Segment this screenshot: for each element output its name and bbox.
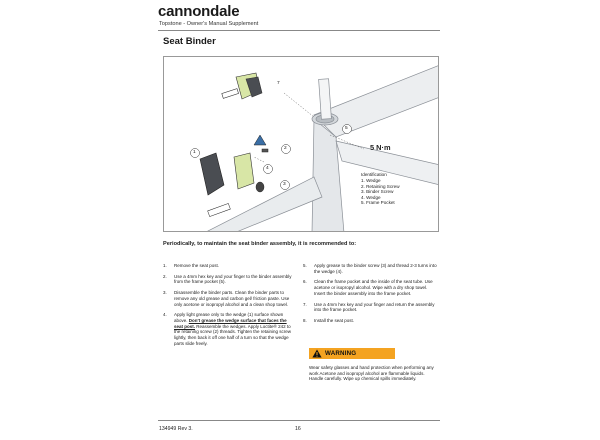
footer-divider <box>158 420 440 421</box>
step-item <box>303 279 439 296</box>
wedge-1-part <box>200 153 224 195</box>
retaining-screw <box>254 135 268 152</box>
intro-text: Periodically, to maintain the seat binder assembly, it is recommended to: <box>163 241 357 247</box>
warning-box <box>309 348 439 393</box>
step-text: Use a 4mm hex key and your finger and return the assembly into the frame pocket. <box>314 301 435 313</box>
step-number: 7. <box>303 301 307 307</box>
warning-header <box>309 348 395 359</box>
step-number: 4. <box>163 312 167 318</box>
page-number: 16 <box>295 426 301 432</box>
step-text: Apply grease to the binder screw (3) and thread 2-3 turns into the wedge (4). <box>314 263 437 274</box>
step-number: 1. <box>163 263 167 268</box>
step-number: 6. <box>303 279 307 285</box>
document-subtitle: Topstone - Owner's Manual Supplement <box>159 21 259 27</box>
legend-item: 5. Frame Pocket <box>361 200 395 206</box>
step-item <box>303 302 439 313</box>
step-text: Use a 4mm hex key and your finger to the binder assembly from the frame pocket (5). <box>174 273 292 285</box>
step-caution-text: Don't grease the wedge surface that faces the seat post. <box>174 317 287 329</box>
step-text-part: Apply light grease only to the wedge (1) surface shown above. <box>174 312 284 323</box>
callout-1: 1 <box>193 150 196 155</box>
step-item <box>163 312 295 346</box>
step-text: Remove the seat post. <box>174 263 220 268</box>
steps-left-column <box>163 263 295 351</box>
brand-logo: cannondale <box>158 3 240 20</box>
step-number: 2. <box>163 273 167 279</box>
warning-triangle-icon <box>312 349 322 358</box>
warning-text: Wear safety glasses and hand protection when performing any work Acetone and isopropyl alcohol are flammable liquids. Handle carefully. Wipe up chemical spills immediately. <box>309 365 434 382</box>
legend-title: Identification <box>361 172 387 177</box>
legend-item: 3. Binder Screw <box>361 189 394 195</box>
step-number: 3. <box>163 290 167 296</box>
identification-legend <box>361 172 400 206</box>
step-text: Disassemble the binder parts. Clean the binder parts to remove any old grease and carbon gel/ friction paste. Use only acetone or isopropyl alcohol and a clean shop towel. <box>174 290 290 307</box>
step-number: 5. <box>303 263 307 268</box>
header-divider <box>158 30 440 31</box>
document-code: 134949 Rev 3. <box>159 426 193 432</box>
legend-item: 1. Wedge <box>361 178 381 184</box>
callout-3: 3 <box>283 182 286 187</box>
step-item <box>163 263 295 269</box>
legend-item: 4. Wedge <box>361 194 381 200</box>
step-item <box>163 290 295 307</box>
steps-right-column <box>303 263 439 329</box>
step-item <box>303 318 439 324</box>
step-text: Install the seat post. <box>314 317 355 323</box>
callout-2: 2 <box>284 146 287 151</box>
step-text-part: Reassemble the wedges. Apply Loctite® 242 to the retaining screw (2) threads. Tighten the retaining screw lightly, then back it off one half of a turn so that the wedge parts slide freely. <box>174 323 292 346</box>
step-item <box>163 274 295 285</box>
warning-label: WARNING <box>325 350 357 357</box>
legend-item: 2. Retaining Screw <box>361 183 400 189</box>
callout-4: 4 <box>266 166 269 171</box>
torque-value: 5 N·m <box>370 143 391 152</box>
callout-7: 7 <box>277 81 280 86</box>
step-text <box>174 312 295 346</box>
wedge-top <box>222 73 262 99</box>
step-item <box>303 263 439 274</box>
section-title: Seat Binder <box>163 36 216 47</box>
step-text: Clean the frame pocket and the inside of the seat tube. Use acetone or isopropyl alcohol. Wipe with a dry shop towel. Insert the binder assembly into the frame pocket. <box>314 279 433 296</box>
step-number: 8. <box>303 317 307 323</box>
callout-5: 5 <box>345 126 348 131</box>
seat-binder-illustration <box>163 56 439 232</box>
wedge-4-part <box>234 153 254 189</box>
